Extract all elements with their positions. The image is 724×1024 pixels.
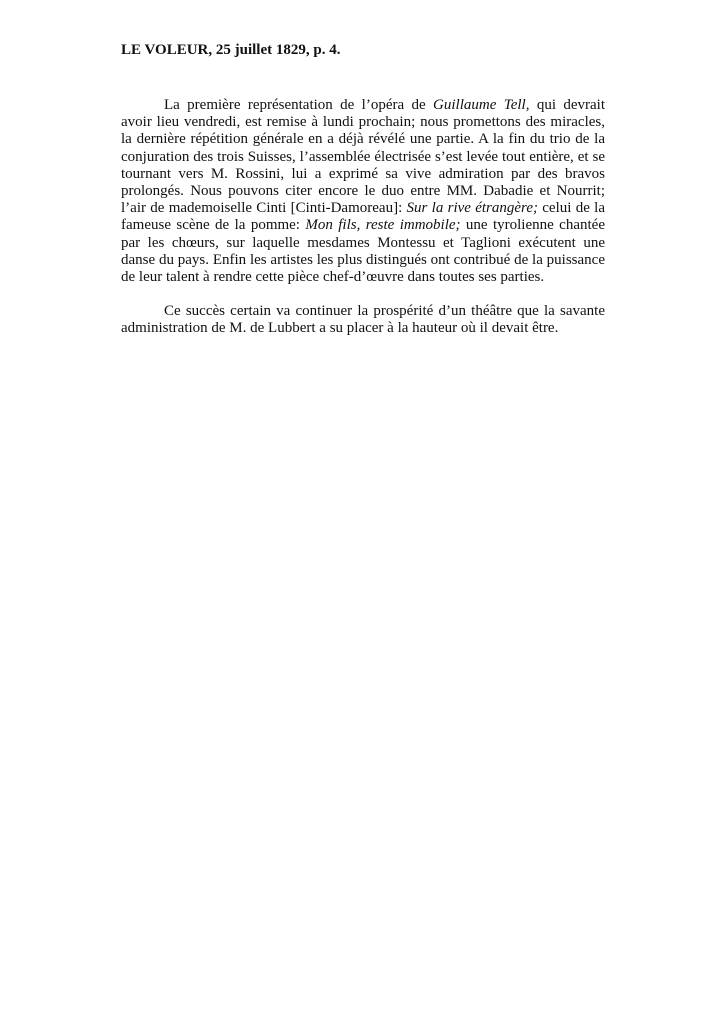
text-segment: celui de la fameuse scène de la pomme:	[121, 200, 605, 234]
opera-title-italic: Guillaume Tell,	[433, 97, 530, 113]
paragraph-2	[121, 303, 605, 337]
scene-quote-italic: Mon fils, reste immobile;	[305, 217, 461, 234]
text-segment: Ce succès certain va continuer la prospérité d’un théâtre que la savante administration de M. de Lubbert a su placer à la hauteur où il devait être.	[121, 303, 605, 337]
text-segment: La première représentation de l’opéra de	[164, 97, 434, 113]
paragraph-1	[121, 97, 605, 286]
document-page	[121, 40, 605, 338]
aria-title-italic: Sur la rive étrangère;	[406, 200, 538, 217]
page-title: LE VOLEUR, 25 juillet 1829, p. 4.	[121, 42, 341, 58]
text-segment: qui devrait avoir lieu vendredi, est remise à lundi prochain; nous promettons des miracles, la dernière répétition générale en a déjà révélé une partie. A la fin du trio de la conjuration des trois Suisses, l’assemblée électrisée s’est levée tout entière, et se tournant vers M. Rossini, lui a exprimé sa vive admiration par des bravos prolongés. Nous pouvons citer encore le duo entre MM. Dabadie et Nourrit; l’air de mademoiselle Cinti [Cinti-Damoreau]:	[121, 97, 605, 217]
text-segment: une tyrolienne chantée par les chœurs, sur laquelle mesdames Montessu et Taglioni exécutent une danse du pays. Enfin les artistes les plus distingués ont contribué de la puissance de leur talent à rendre cette pièce chef-d’œuvre dans toutes ses parties.	[121, 217, 605, 286]
article-body	[121, 97, 605, 338]
